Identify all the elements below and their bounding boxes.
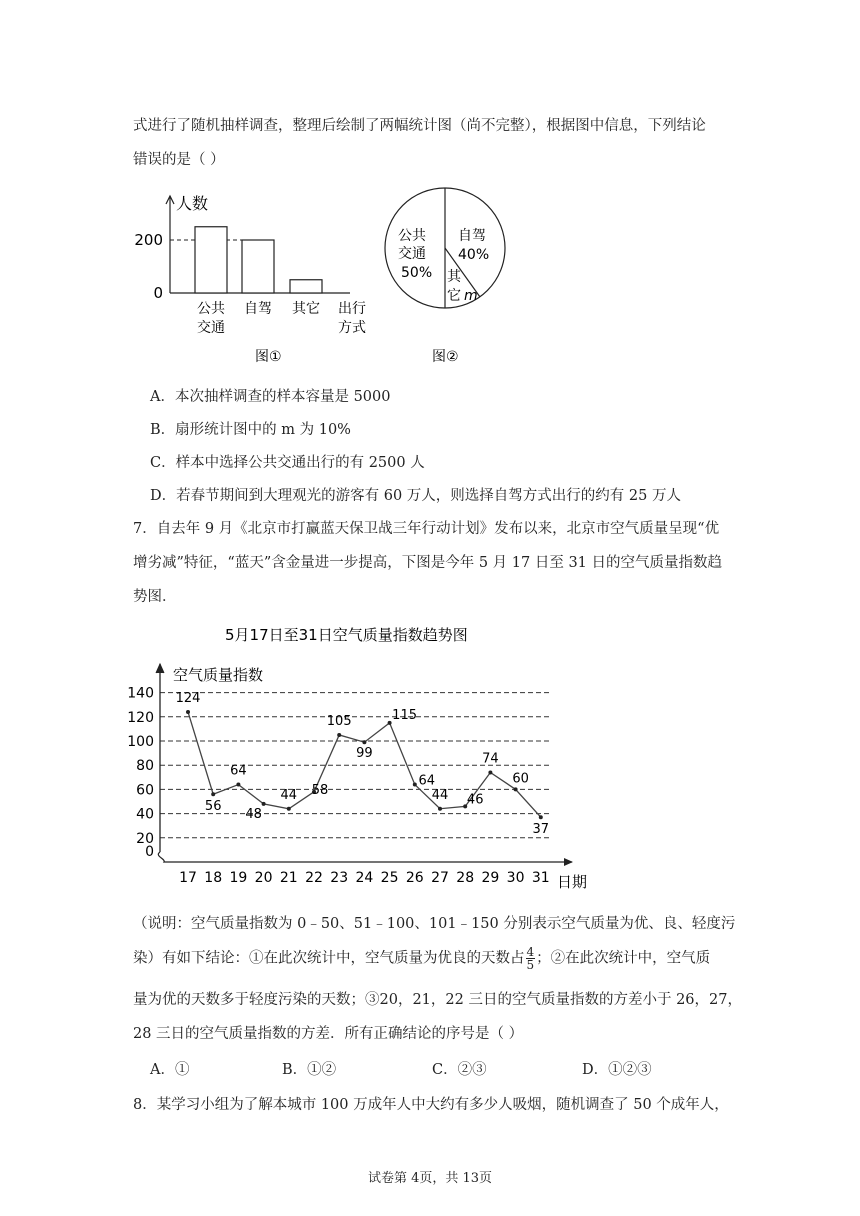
page-footer: 试卷第 4页，共 13页 [367, 1171, 493, 1186]
q6-intro-line1: 式进行了随机抽样调查，整理后绘制了两幅统计图（尚不完整），根据图中信息，下列结论 [133, 118, 706, 134]
line-y-tick-label: 40 [136, 806, 154, 823]
q7-note3: 量为优的天数多于轻度污染的天数；③20，21，22 三日的空气质量指数的方差小于 26，27， [133, 992, 742, 1008]
bar-chart [134, 188, 420, 368]
line-y-tick-label: 100 [127, 734, 154, 750]
pie-slice-value-self: 40% [458, 247, 490, 263]
line-x-tick-label: 27 [431, 870, 449, 886]
line-x-tick-label: 30 [506, 870, 525, 886]
line-data-label: 74 [482, 751, 499, 767]
line-data-label: 64 [418, 773, 436, 789]
line-data-label: 115 [392, 707, 418, 723]
line-y-tick-label: 140 [127, 685, 154, 702]
line-x-tick-label: 22 [305, 870, 323, 886]
line-data-label: 58 [311, 782, 329, 798]
line-data-label: 105 [326, 713, 352, 729]
line-data-label: 48 [245, 806, 262, 822]
line-data-label: 44 [280, 787, 298, 803]
bar-chart-xlabel-line2: 方式 [338, 320, 366, 336]
line-data-label: 56 [204, 799, 222, 815]
line-x-tick-label: 20 [254, 870, 273, 886]
q7-line2: 增劣减”特征，“蓝天”含金量进一步提高，下图是今年 5 月 17 日至 31 日的空气质量指数趋 [133, 555, 723, 571]
line-point [262, 802, 266, 806]
bar-1 [242, 240, 274, 293]
q7-line1: 7．自去年 9 月《北京市打赢蓝天保卫战三年行动计划》发布以来，北京市空气质量呈现“优 [133, 521, 720, 537]
line-y-tick-label: 20 [136, 830, 154, 847]
bar-x-tick-label: 其它 [292, 301, 320, 317]
pie-slice-label-public-1: 公共 [398, 228, 426, 244]
bar-chart-ylabel: 人数 [176, 194, 209, 213]
q6-intro-line2: 错误的是（ ） [133, 152, 225, 168]
bar-chart-xlabel-line1: 出行 [338, 301, 366, 317]
line-data-label: 60 [512, 771, 529, 787]
line-x-tick-label: 26 [405, 870, 424, 886]
bar-y-tick-label: 0 [153, 284, 163, 302]
line-y-tick-label: 0 [145, 844, 154, 860]
line-y-arrow [156, 664, 164, 673]
q7-option-d: D．①②③ [582, 1062, 652, 1078]
q6-option-c: C．样本中选择公共交通出行的有 2500 人 [150, 455, 425, 471]
line-x-arrow [564, 858, 573, 866]
line-point [514, 787, 518, 791]
line-data-label: 64 [230, 763, 247, 779]
line-x-tick-label: 21 [279, 870, 298, 886]
pie-slice-label-self: 自驾 [458, 228, 486, 244]
q7-line3: 势图． [133, 589, 177, 605]
q8-line1: 8．某学习小组为了解本城市 100 万成年人中大约有多少人吸烟，随机调查了 50 个成年人， [133, 1097, 729, 1113]
line-chart-title: 5月17日至31日空气质量指数趋势图 [225, 626, 468, 644]
q7-option-a: A．① [150, 1062, 190, 1078]
line-y-tick-label: 80 [136, 758, 154, 775]
bar-2 [290, 280, 322, 293]
line-point [488, 770, 492, 774]
bar-chart-caption: 图① [255, 349, 282, 365]
line-point [539, 815, 543, 819]
pie-slice-label-other-1: 其 [447, 269, 461, 285]
line-point [186, 710, 190, 714]
pie-slice-label-public-2: 交通 [398, 246, 426, 262]
q7-note4: 28 三日的空气质量指数的方差．所有正确结论的序号是（ ） [133, 1026, 524, 1042]
line-point [438, 807, 442, 811]
pie-slice-label-other-2: 它 [447, 288, 461, 304]
line-data-label: 37 [532, 822, 550, 838]
line-point [362, 740, 366, 744]
line-data-label: 124 [175, 690, 201, 706]
line-x-tick-label: 18 [204, 870, 223, 886]
q6-option-b: B．扇形统计图中的 m 为 10% [150, 422, 351, 438]
line-x-tick-label: 29 [481, 870, 500, 886]
pie-chart-caption: 图② [432, 349, 459, 365]
line-x-tick-label: 19 [229, 870, 248, 886]
line-x-tick-label: 31 [531, 870, 550, 886]
bar-0 [195, 227, 227, 293]
fraction-denominator: 5 [526, 958, 535, 972]
line-data-label: 46 [466, 792, 484, 808]
line-chart [120, 622, 600, 892]
q7-note2-b: ；②在此次统计中，空气质 [536, 950, 711, 967]
line-x-tick-label: 28 [456, 870, 475, 886]
q6-option-a: A．本次抽样调查的样本容量是 5000 [150, 389, 391, 405]
pie-slice-value-public: 50% [401, 265, 433, 281]
fraction-numerator: 4 [526, 945, 535, 959]
line-x-tick-label: 17 [179, 870, 197, 886]
pie-slice-value-other: m [464, 288, 478, 304]
line-data-label: 44 [431, 787, 449, 803]
bar-y-tick-label: 200 [134, 231, 163, 249]
line-x-tick-label: 23 [330, 870, 349, 886]
q6-option-d: D．若春节期间到大理观光的游客有 60 万人，则选择自驾方式出行的约有 25 万人 [150, 488, 681, 504]
fraction-four-fifths [526, 946, 536, 971]
bar-x-tick-label-cont: 交通 [197, 320, 225, 336]
line-point [287, 807, 291, 811]
line-y-tick-label: 120 [127, 709, 154, 726]
q7-note2 [133, 946, 710, 971]
line-chart-ylabel: 空气质量指数 [173, 666, 264, 684]
line-y-tick-label: 60 [136, 782, 154, 799]
line-chart-xlabel: 日期 [557, 873, 588, 891]
line-point [413, 783, 417, 787]
line-point [211, 792, 215, 796]
line-point [388, 721, 392, 725]
line-point [236, 783, 240, 787]
q7-note1: （说明：空气质量指数为 0﹣50、51﹣100、101﹣150 分别表示空气质量为优、良、轻度污 [133, 916, 736, 932]
q7-option-c: C．②③ [432, 1062, 487, 1078]
line-x-tick-label: 25 [380, 870, 399, 886]
line-x-tick-label: 24 [355, 870, 374, 886]
pie-chart [380, 188, 530, 368]
bar-x-tick-label: 公共 [197, 301, 225, 317]
line-point [337, 733, 341, 737]
line-axis-break [158, 852, 168, 862]
bar-x-tick-label: 自驾 [244, 301, 272, 317]
line-data-label: 99 [356, 746, 373, 762]
q7-option-b: B．①② [282, 1062, 337, 1078]
q7-note2-a: 染）有如下结论：①在此次统计中，空气质量为优良的天数占 [133, 950, 525, 967]
